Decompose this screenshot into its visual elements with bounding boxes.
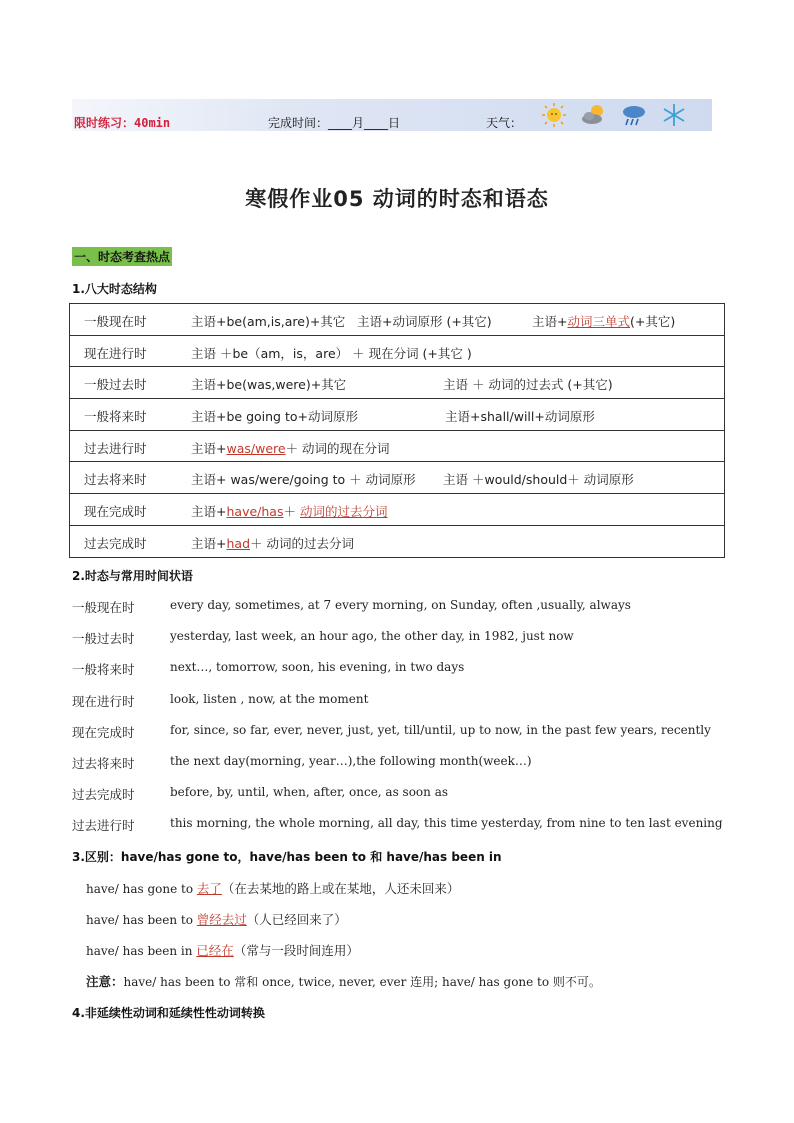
tense-formula: 主语 ＋ 动词的过去式 (+其它) [443,377,613,393]
section-heading: 一、时态考查热点 [72,247,172,266]
table-row [70,430,725,462]
table-row [70,525,725,557]
list-item: have/ has been in 已经在（常与一段时间连用） [86,943,359,958]
tense-name: 过去完成时 [84,535,147,551]
snow-icon [660,102,688,128]
tense-formula: 主语+ was/were/going to ＋ 动词原形 [191,472,416,488]
tense-formula: 主语+动词三单式(+其它) [532,314,676,329]
rain-icon [620,102,648,128]
table-row [70,335,725,367]
list-item: 现在进行时 look, listen , now, at the moment [72,692,369,709]
tense-formula: 主语+be(was,were)+其它 [191,377,347,393]
time-limit-label: 限时练习：40min [74,116,171,130]
header-band [72,99,712,131]
tense-formula: 主语 ＋would/should＋ 动词原形 [443,472,634,488]
list-item: 现在完成时 for, since, so far, ever, never, just, yet, till/until, up to now, in the past few years, recently [72,723,711,740]
table-row [70,367,725,399]
table-row [70,494,725,526]
list-item: 一般现在时 every day, sometimes, at 7 every morning, on Sunday, often ,usually, always [72,598,631,615]
list-item: 过去完成时 before, by, until, when, after, once, as soon as [72,785,449,802]
tense-formula: 主语+had＋ 动词的过去分词 [191,535,354,551]
subheading-adverbials: 2.时态与常用时间状语 [72,569,193,583]
sun-icon [540,102,568,128]
tense-name: 一般过去时 [84,377,147,393]
table-row [70,304,725,336]
tense-name: 过去进行时 [84,440,147,456]
page-title: 寒假作业05 动词的时态和语态 [245,187,549,211]
subheading-gone-been: 3.区别：have/has gone to，have/has been to 和 have/has been in [72,850,502,864]
cloudy-sun-icon [580,102,608,128]
note: 注意：have/ has been to 常和 once, twice, never, ever 连用; have/ has gone to 则不可。 [86,974,601,989]
tense-formula: 主语+be(am,is,are)+其它 [191,314,346,329]
tense-formula: 主语 ＋be（am，is，are） ＋ 现在分词 (+其它 ) [191,345,472,361]
tense-name: 现在进行时 [84,345,147,361]
weather-label: 天气： [486,116,523,130]
table-row [70,462,725,494]
list-item: 一般过去时 yesterday, last week, an hour ago, the other day, in 1982, just now [72,629,574,646]
tense-formula: 主语+shall/will+动词原形 [445,409,595,425]
tense-formula: 主语+have/has＋ 动词的过去分词 [191,504,388,520]
list-item: have/ has been to 曾经去过（人已经回来了） [86,912,347,927]
table-row [70,399,725,431]
subheading-tense-structure: 1.八大时态结构 [72,282,157,296]
tense-formula: 主语+be going to+动词原形 [191,409,358,425]
list-item: 一般将来时 next…, tomorrow, soon, his evening, in two days [72,660,465,677]
list-item: have/ has gone to 去了（在去某地的路上或在某地，人还未回来） [86,881,460,896]
finish-time-label: 完成时间：____月____日 [268,116,401,130]
tense-name: 现在完成时 [84,504,147,520]
subheading-verb-conversion: 4.非延续性动词和延续性性动词转换 [72,1006,265,1020]
tense-name: 一般现在时 [84,314,147,329]
tense-name: 一般将来时 [84,409,147,425]
tense-formula: 主语+was/were＋ 动词的现在分词 [191,440,390,456]
tense-formula: 主语+动词原形 (+其它) [357,314,492,329]
list-item: 过去进行时 this morning, the whole morning, all day, this time yesterday, from nine to ten last evening [72,816,723,833]
tense-name: 过去将来时 [84,472,147,488]
tense-structure-table [69,303,725,558]
list-item: 过去将来时 the next day(morning, year…),the following month(week…) [72,754,532,771]
